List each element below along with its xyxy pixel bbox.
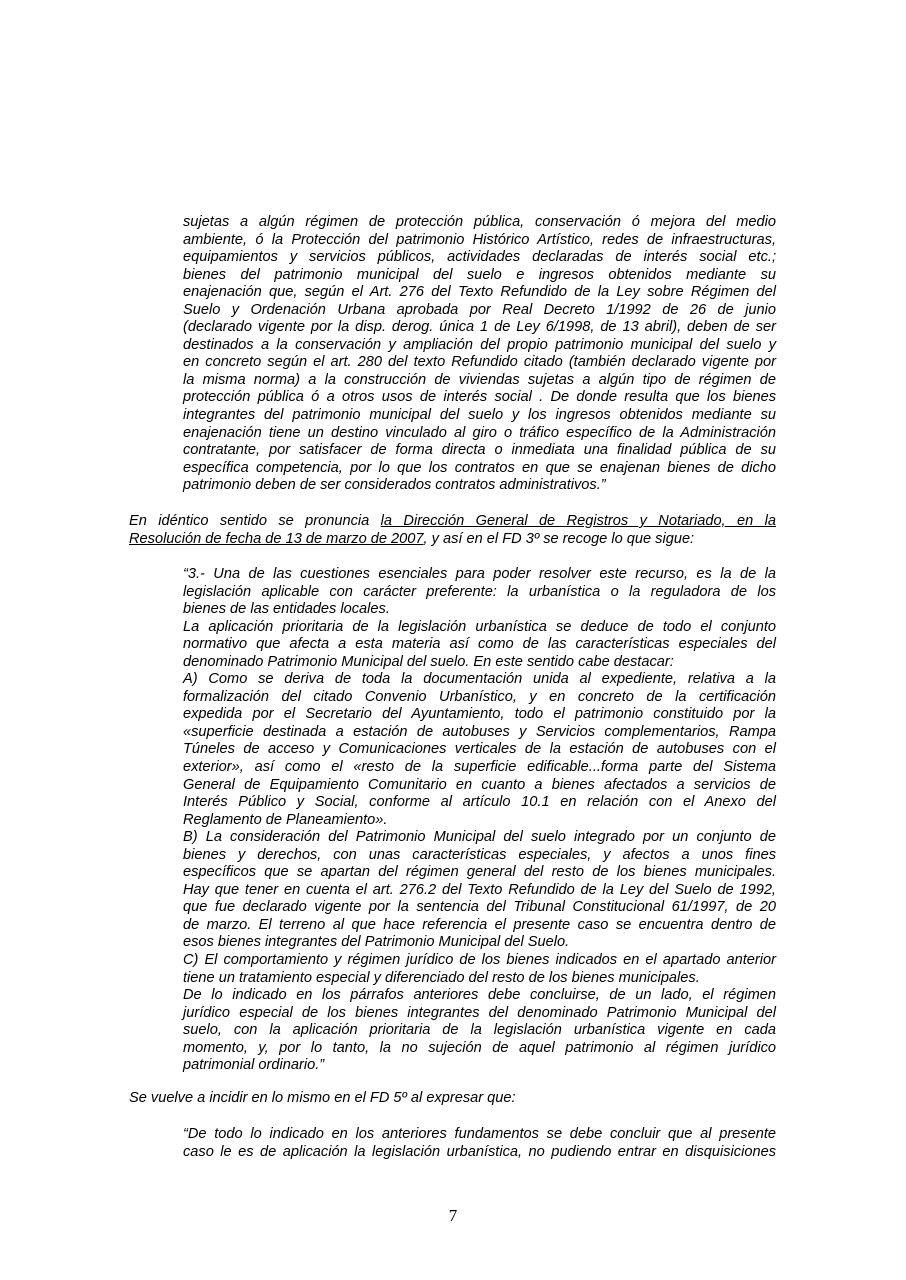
text-line: Reglamento de Planeamiento». [183,811,388,828]
text-line: C) El comportamiento y régimen jurídico de los bienes indicados en el apartado anterior [183,952,776,969]
text-line: específica competencia, por lo que los contratos en que se enajenan bienes de dicho [183,459,776,476]
quote-block-2 [183,566,776,1075]
text-line: La aplicación prioritaria de la legislación urbanística se deduce de todo el conjunto [183,618,776,635]
paragraph-fd5 [129,1090,776,1108]
text-line: B) La consideración del Patrimonio Municipal del suelo integrado por un conjunto de [183,829,776,846]
text-line: “De todo lo indicado en los anteriores fundamentos se debe concluir que al presente [183,1126,776,1142]
text-line: de marzo. El terreno al que hace referencia el presente caso se encuentra dentro de [183,916,776,933]
text-line: sujetas a algún régimen de protección pública, conservación ó mejora del medio [183,214,776,230]
text-line: en concreto según el art. 280 del texto Refundido citado (también declarado vigente por [183,354,776,371]
text-line: Interés Público y Social, conforme al artículo 10.1 en relación con el Anexo del [183,794,776,811]
text-line: exterior», así como el «resto de la superficie edificable...forma parte del Sistema [183,759,776,776]
text-line: Túneles de acceso y Comunicaciones verticales de la estación de autobuses con el [183,741,776,758]
text-line: (declarado vigente por la disp. derog. única 1 de Ley 6/1998, de 13 abril), deben de ser [183,319,776,336]
page-number: 7 [448,1206,458,1225]
paragraph-resolution-reference [129,513,776,548]
text-line: contratante, por satisfacer de forma directa o inmediata una finalidad pública de su [183,442,776,459]
text-line: patrimonial ordinario.” [183,1057,325,1074]
text-line: enajenación que, según el Art. 276 del Texto Refundido de la Ley sobre Régimen del [183,284,776,301]
text-line: caso le es de aplicación la legislación urbanística, no pudiendo entrar en disquisiciones [183,1143,776,1160]
text-line: A) Como se deriva de toda la documentación unida al expediente, relativa a la [183,671,776,688]
text-line: expedida por el Secretario del Ayuntamiento, todo el patrimonio constituido por la [183,706,776,723]
text-run: , y así en el FD 3º se recoge lo que sigue: [423,530,695,547]
text-line: Hay que tener en cuenta el art. 276.2 del Texto Refundido de la Ley del Suelo de 1992, [183,881,776,898]
text-line: equipamientos y servicios públicos, actividades declaradas de interés social etc.; [183,249,776,266]
text-line: tiene un tratamiento especial y diferenciado del resto de los bienes municipales. [183,969,700,986]
text-line: enajenación tiene un destino vinculado al giro o tráfico específico de la Administración [183,424,776,441]
text-line: jurídico especial de los bienes integrantes del denominado Patrimonio Municipal del [183,1004,776,1021]
underlined-reference: Resolución de fecha de 13 de marzo de 2007 [129,530,424,547]
text-line: «superficie destinada a estación de autobuses y Servicios complementarios, Rampa [183,723,776,740]
text-line: esos bienes integrantes del Patrimonio Municipal del Suelo. [183,934,570,951]
text-line: protección pública ó a otros usos de interés social . De donde resulta que los bienes [183,389,776,406]
text-line: bienes y derechos, con unas características especiales, y afectos a unos fines [183,846,776,863]
text-line: Se vuelve a incidir en lo mismo en el FD 5º al expresar que: [129,1090,516,1106]
text-line: patrimonio deben de ser considerados contratos administrativos.” [183,477,606,494]
text-line: General de Equipamiento Comunitario en cuanto a bienes afectados a servicios de [183,776,776,793]
text-line: suelo, con la aplicación prioritaria de la legislación urbanística vigente en cada [183,1022,776,1039]
text-line: bienes de las entidades locales. [183,601,390,618]
text-line [129,531,776,549]
text-line: legislación aplicable con carácter preferente: la urbanística o la reguladora de los [183,583,776,600]
text-line: “3.- Una de las cuestiones esenciales para poder resolver este recurso, es la de la [183,566,776,582]
text-run: En idéntico sentido se pronuncia [129,513,381,529]
text-line: bienes del patrimonio municipal del suelo e ingresos obtenidos mediante su [183,266,776,283]
text-line: normativo que afecta a esta materia así como de las características especiales del [183,636,776,653]
text-line: destinados a la conservación y ampliación del propio patrimonio municipal del suelo y [183,336,776,353]
text-line: específicos que se apartan del régimen general del resto de los bienes municipales. [183,864,776,881]
text-line: integrantes del patrimonio municipal del suelo y los ingresos obtenidos mediante su [183,407,776,424]
quote-block-3 [183,1126,776,1161]
underlined-reference: la Dirección General de Registros y Notariado, en la [380,513,776,529]
text-line: momento, y, por lo tanto, la no sujeción de aquel patrimonio al régimen jurídico [183,1039,776,1056]
text-line: la misma norma) a la construcción de viviendas sujetas a algún tipo de régimen de [183,371,776,388]
text-line: denominado Patrimonio Municipal del suelo. En este sentido cabe destacar: [183,653,674,670]
text-line: Suelo y Ordenación Urbana aprobada por Real Decreto 1/1992 de 26 de junio [183,301,776,318]
text-line: De lo indicado en los párrafos anteriores debe concluirse, de un lado, el régimen [183,987,776,1004]
text-line: que fue declarado vigente por la sentencia del Tribunal Constitucional 61/1997, de 20 [183,899,776,916]
quote-block-1 [183,214,776,495]
text-line: formalización del citado Convenio Urbanístico, y en concreto de la certificación [183,688,776,705]
text-line [129,513,776,531]
text-line: ambiente, ó la Protección del patrimonio Histórico Artístico, redes de infraestructuras, [183,231,776,248]
